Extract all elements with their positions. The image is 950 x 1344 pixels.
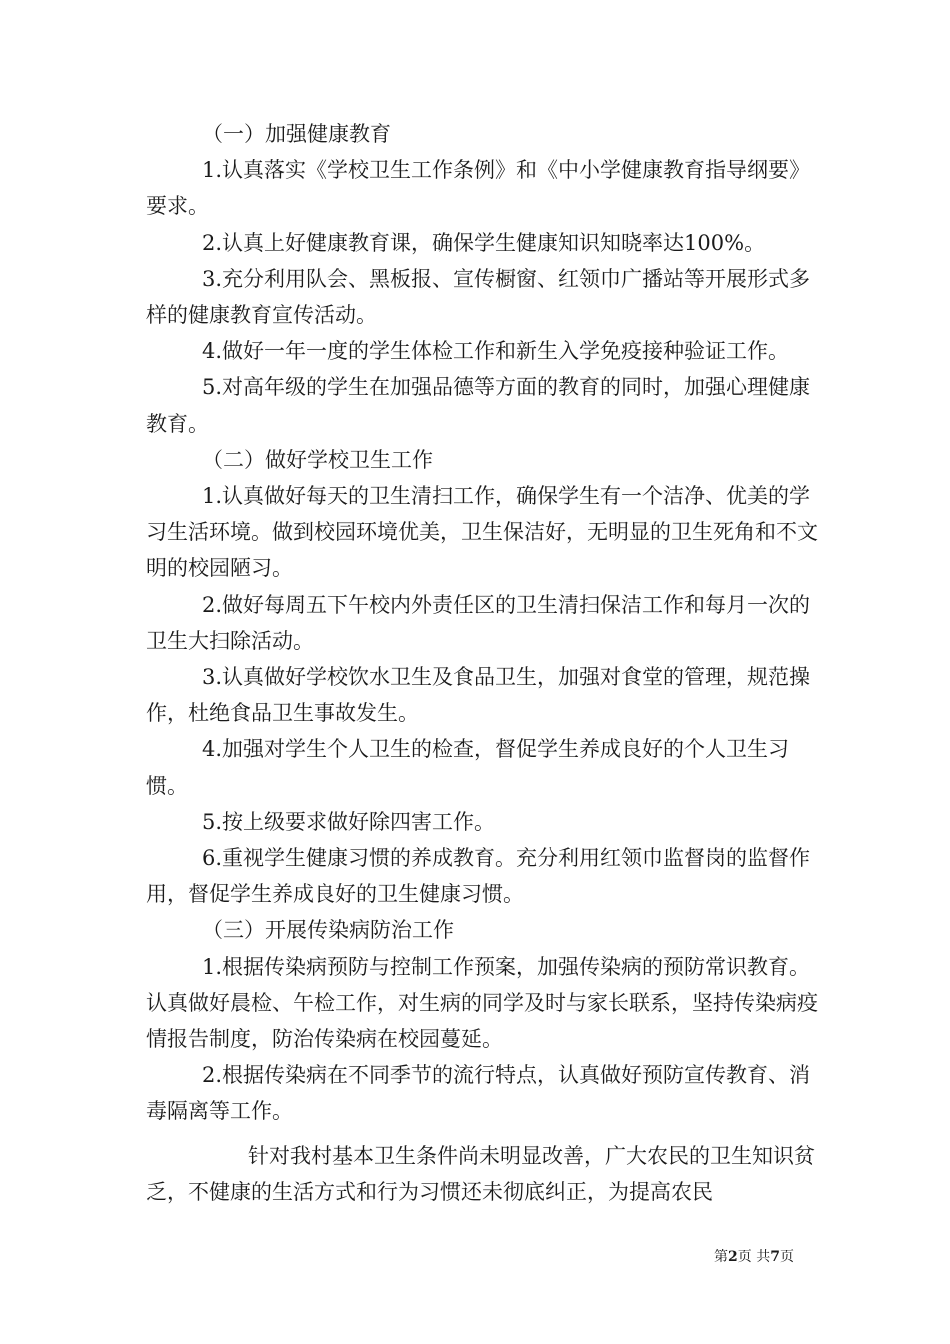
paragraph: 5.按上级要求做好除四害工作。 <box>202 809 496 834</box>
footer-suffix: 页 <box>779 1249 794 1265</box>
section-heading-1: （一）加强健康教育 <box>202 122 391 146</box>
document-body <box>146 118 822 1210</box>
paragraph: 2.做好每周五下午校内外责任区的卫生清扫保洁工作和每月一次的卫生大扫除活动。 <box>146 592 811 653</box>
footer-middle: 页 共 <box>737 1249 771 1265</box>
paragraph: 5.对高年级的学生在加强品德等方面的教育的同时，加强心理健康教育。 <box>146 375 811 436</box>
total-pages-number: 7 <box>770 1249 780 1265</box>
paragraph: 2.认真上好健康教育课，确保学生健康知识知晓率达100%。 <box>202 230 766 255</box>
paragraph: 4.加强对学生个人卫生的检查，督促学生养成良好的个人卫生习惯。 <box>146 737 790 798</box>
paragraph: 1.认真做好每天的卫生清扫工作，确保学生有一个洁净、优美的学习生活环境。做到校园环境优美，卫生保洁好，无明显的卫生死角和不文明的校园陋习。 <box>146 484 818 581</box>
section-heading-2: （二）做好学校卫生工作 <box>202 447 433 472</box>
paragraph: 6.重视学生健康习惯的养成教育。充分利用红领巾监督岗的监督作用，督促学生养成良好的卫生健康习惯。 <box>146 846 811 907</box>
paragraph: 1.认真落实《学校卫生工作条例》和《中小学健康教育指导纲要》要求。 <box>146 158 811 219</box>
paragraph: 4.做好一年一度的学生体检工作和新生入学免疫接种验证工作。 <box>202 339 790 364</box>
paragraph: 3.充分利用队会、黑板报、宣传橱窗、红领巾广播站等开展形式多样的健康教育宣传活动。 <box>146 266 811 328</box>
paragraph: 2.根据传染病在不同季节的流行特点，认真做好预防宣传教育、消毒隔离等工作。 <box>146 1063 811 1124</box>
current-page-number: 2 <box>728 1249 738 1265</box>
section-heading-3: （三）开展传染病防治工作 <box>202 918 454 943</box>
paragraph: 1.根据传染病预防与控制工作预案，加强传染病的预防常识教育。认真做好晨检、午检工作，对生病的同学及时与家长联系，坚持传染病疫情报告制度，防治传染病在校园蔓延。 <box>146 954 818 1052</box>
page-footer <box>714 1246 834 1266</box>
paragraph: 3.认真做好学校饮水卫生及食品卫生，加强对食堂的管理，规范操作，杜绝食品卫生事故发生。 <box>146 665 811 726</box>
footer-prefix: 第 <box>714 1249 728 1265</box>
paragraph: 针对我村基本卫生条件尚未明显改善，广大农民的卫生知识贫乏，不健康的生活方式和行为习惯还未彻底纠正，为提高农民 <box>146 1143 815 1204</box>
